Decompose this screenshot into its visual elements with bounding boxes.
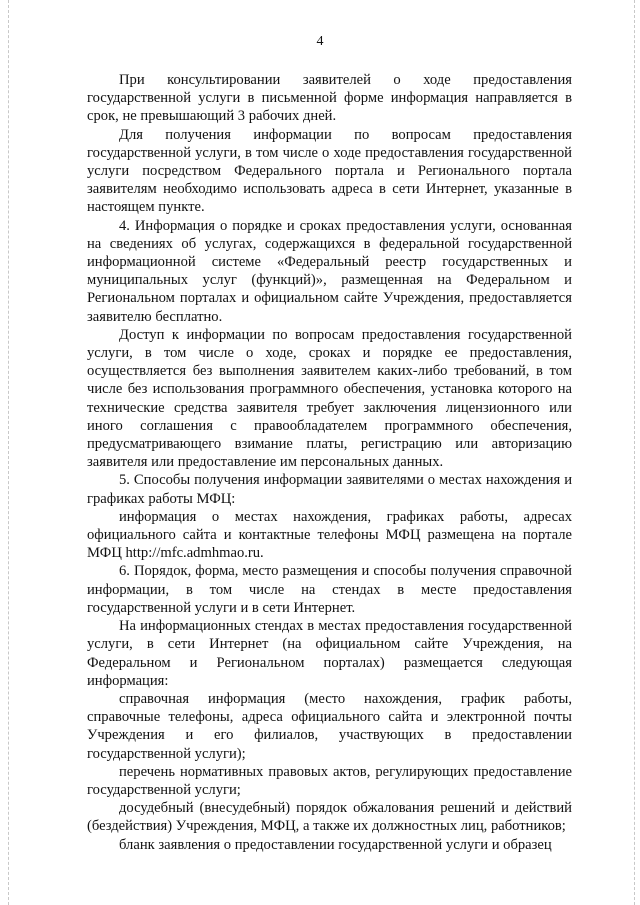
paragraph-appeal-procedure: досудебный (внесудебный) порядок обжалования решений и действий (бездействия) Учреждения, МФЦ, а также их должностных лиц, работников; bbox=[87, 800, 572, 835]
paragraph-access-to-info: Доступ к информации по вопросам предоставления государственной услуги, в том числе о ходе, сроках и порядке ее предоставления, осуществляется без выполнения заявителем каких-либо требований, в том числе без использования программного обеспечения, установка которого на технические средства заявителя требует заключения лицензионного или иного соглашения с правообладателем программного обеспечения, предусматривающего взимание платы, регистрацию или авторизацию заявителя или предоставление им персональных данных. bbox=[87, 326, 572, 471]
paragraph-item-4-info-order: 4. Информация о порядке и сроках предоставления услуги, основанная на сведениях об услугах, содержащихся в федеральной государственной информационной системе «Федеральный реестр государственных и муниципальных услуг (функций)», размещенная на Федеральном и Региональном порталах и официальном сайте Учреждения, предоставляется заявителю бесплатно. bbox=[87, 217, 572, 325]
paragraph-internet-addresses: Для получения информации по вопросам предоставления государственной услуги, в том числе о ходе предоставления государственной услуги посредством Федерального портала и Регионального портала заявителям необходимо использовать адреса в сети Интернет, указанные в настоящем пункте. bbox=[87, 126, 572, 216]
paragraph-item-6-reference-info: 6. Порядок, форма, место размещения и способы получения справочной информации, в том числе на стендах в месте предоставления государственной услуги и в сети Интернет. bbox=[87, 563, 572, 616]
paragraph-application-form: бланк заявления о предоставлении государственной услуги и образец bbox=[119, 836, 552, 853]
paragraph-info-stands: На информационных стендах в местах предоставления государственной услуги, в сети Интернет (на официальном сайте Учреждения, на Федеральном и Региональном порталах) размещается следующая информация: bbox=[87, 618, 572, 689]
paragraph-reference-information: справочная информация (место нахождения, график работы, справочные телефоны, адреса официального сайта и электронной почты Учреждения и его филиалов, участвующих в предоставлении государственной услуги); bbox=[87, 690, 572, 762]
paragraph-mfc-portal: информация о местах нахождения, графиках работы, адресах официального сайта и контактные телефоны МФЦ размещена на портале МФЦ http://mfc.admhmao.ru. bbox=[87, 508, 572, 562]
paragraph-regulatory-acts: перечень нормативных правовых актов, регулирующих предоставление государственной услуги; bbox=[87, 763, 572, 798]
scan-edge-left bbox=[8, 0, 10, 905]
document-body bbox=[87, 71, 572, 854]
paragraph-written-consultation: При консультировании заявителей о ходе предоставления государственной услуги в письменной форме информация направляется в срок, не превышающий 3 рабочих дней. bbox=[87, 72, 572, 125]
scan-edge-right bbox=[634, 0, 636, 905]
paragraph-item-5-mfc-info: 5. Способы получения информации заявителями о местах нахождения и графиках работы МФЦ: bbox=[87, 472, 572, 507]
page-number: 4 bbox=[316, 34, 324, 49]
